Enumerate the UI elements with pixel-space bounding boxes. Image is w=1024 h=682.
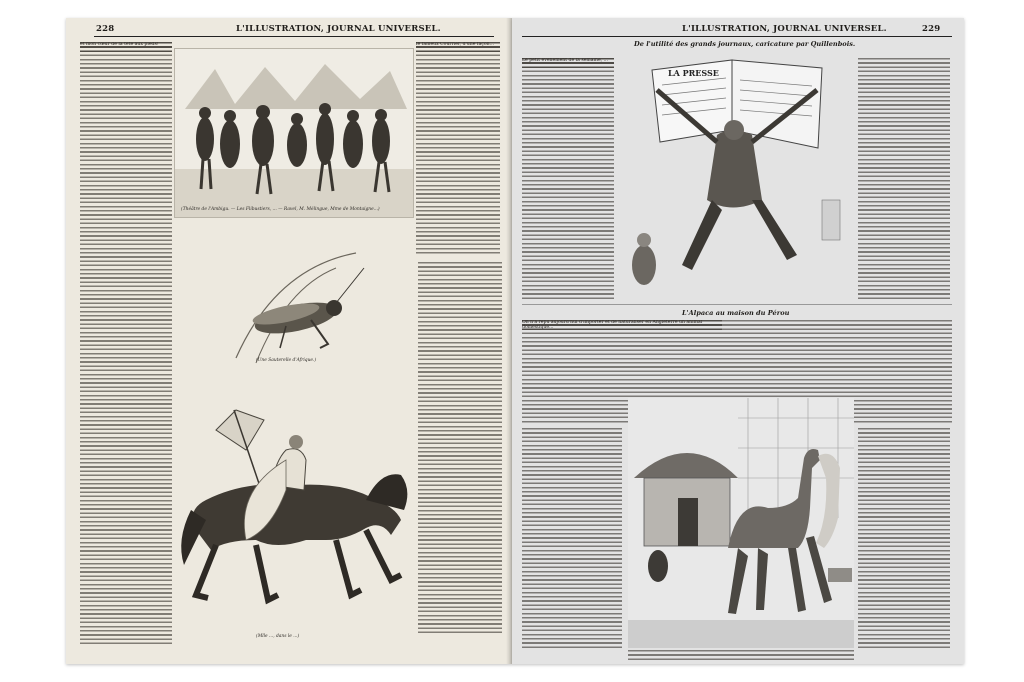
column-lead-text-2: le fameux Courrier, d'une façon... <box>416 42 500 54</box>
column-lead-text: et mon cœur de la tête aux pieds! <box>80 42 172 54</box>
text-column-right-1 <box>522 58 614 300</box>
running-head-left: L'ILLUSTRATION, JOURNAL UNIVERSEL. <box>236 24 441 34</box>
alpaca-drawing <box>628 398 854 648</box>
page-number-left: 228 <box>96 24 115 34</box>
text-column-right-lower-2 <box>858 428 950 650</box>
illustration-horse-rider <box>176 390 414 630</box>
horse-rider-drawing <box>176 390 414 630</box>
caption-horse-rider: (Mlle ..., dans le ...) <box>256 634 300 639</box>
grasshopper-drawing <box>216 248 366 368</box>
newspaper-masthead: LA PRESSE <box>668 68 719 78</box>
right-page <box>512 18 964 664</box>
text-line-under-alpaca <box>628 650 854 660</box>
theatre-scene-drawing <box>175 49 413 217</box>
illustration-grasshopper <box>216 248 366 368</box>
header-rule-left <box>94 36 494 37</box>
caption-grasshopper: (Une Sauterelle d'Afrique.) <box>256 358 317 363</box>
caricature-title: De l'utilité des grands journaux, caricature par Quillenbois. <box>634 40 856 48</box>
newspaper-caricature-drawing <box>622 50 850 300</box>
alpaca-title: L'Alpaca au maison du Pérou <box>682 309 790 317</box>
illustration-newspaper-caricature <box>622 50 850 300</box>
illustration-alpaca <box>628 398 854 648</box>
caption-theatre: (Théâtre de l'Ambigu. — Les Flibustiers, ... — Ravel, M. Mélingue, Mme de Montaigne...) <box>181 207 380 212</box>
left-page <box>66 18 512 664</box>
running-head-right: L'ILLUSTRATION, JOURNAL UNIVERSEL. <box>682 24 887 34</box>
section-divider-rule <box>522 304 952 305</box>
text-column-right-2 <box>858 58 950 300</box>
text-column-right-lower-1 <box>522 428 622 650</box>
text-column-left-2 <box>416 42 500 254</box>
column-lead-text-right: Le petit événement de la semaine, ... <box>522 58 614 70</box>
text-column-left-1 <box>80 42 172 646</box>
header-rule-right <box>522 36 952 37</box>
lower-lead-text: On n'a repu aujourd'hui d'importer et de naturaliser en Angleterre un animal domestique... <box>522 320 722 332</box>
illustration-theatre-scene <box>174 48 414 218</box>
page-number-right: 229 <box>922 24 941 34</box>
text-column-left-3 <box>418 262 502 634</box>
